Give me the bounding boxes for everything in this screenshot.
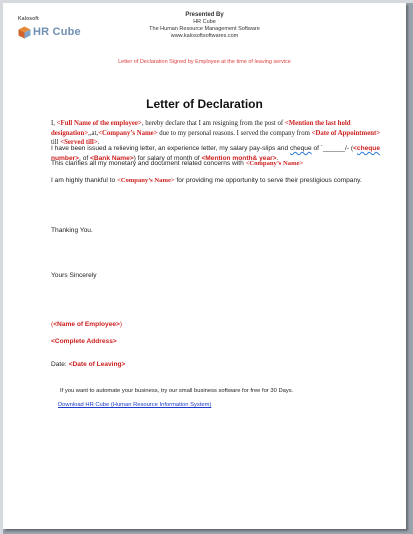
document-title: Letter of Declaration [146, 97, 263, 111]
placeholder-appointment-date: <Date of Appointment> [311, 129, 381, 137]
text: , hereby declare that I am resigning from the post of [141, 120, 285, 127]
placeholder-company-name: <Company’s Name> [116, 177, 175, 184]
closing-yours-sincerely: Yours Sincerely [51, 272, 97, 279]
thanking-you: Thanking You. [51, 227, 93, 234]
placeholder-company-name: <Company’s Name> [98, 129, 158, 137]
placeholder-date-of-leaving: <Date of Leaving> [68, 361, 126, 368]
placeholder-complete-address: <Complete Address> [51, 338, 117, 345]
placeholder-designation: <Mention the last hold designation> [51, 120, 351, 137]
logo-small-text: Kalosoft [18, 16, 39, 22]
document-subtitle: Letter of Declaration Signed by Employee at the time of leaving service [118, 59, 291, 65]
header-url: www.kalosoftsoftwares.com [170, 33, 239, 39]
placeholder-company-name: <Company’s Name> [245, 160, 304, 167]
text: ( [51, 321, 54, 328]
placeholder-employee-name: <Name of Employee> [53, 321, 120, 328]
spellcheck-word: cheque [289, 145, 312, 152]
text: of `______/- ( [311, 145, 354, 152]
logo-brand-text: HR Cube [33, 26, 81, 38]
placeholder-served-till: <Served till> [60, 139, 98, 146]
signature-date [51, 361, 125, 368]
text: This clarifies all my monetary and document related concerns with [51, 160, 246, 167]
placeholder-bank-name: <Bank Name> [90, 154, 134, 162]
text: ) [119, 321, 123, 328]
signature-address [51, 338, 117, 345]
document-page [3, 3, 406, 529]
download-hr-cube-link[interactable]: Download HR Cube (Human Resource Information System) [58, 402, 212, 408]
placeholder-employee-name: <Full Name of the employee> [56, 120, 142, 127]
text: ) for salary of month of [133, 154, 202, 162]
text: I, [51, 120, 57, 127]
placeholder-cheque-open: < [353, 145, 357, 152]
text: , of [79, 154, 91, 162]
header-tagline: The Human Resource Management Software [149, 26, 260, 32]
placeholder-month-year: <Mention month& year> [201, 154, 277, 162]
header-presented: Presented By [185, 12, 224, 18]
text: ,,at, [88, 129, 99, 137]
text: I am highly thankful to [51, 177, 117, 184]
header-by: HR Cube [193, 19, 216, 25]
signature-name [51, 321, 122, 328]
text: till [51, 139, 61, 146]
spellcheck-word: cheque [356, 145, 380, 152]
placeholder-cheque-number: number> [51, 154, 80, 162]
text: due to my personal reasons. I served the company from [157, 129, 312, 137]
text: . [276, 154, 279, 162]
date-label: Date: [51, 361, 69, 368]
text: for providing me opportunity to serve their prestigious company. [174, 177, 362, 184]
paragraph-thanks [51, 176, 381, 186]
promo-text: If you want to automate your business, try our small business software for free for 30 Days. [60, 388, 294, 394]
text: I have been issued a relieving letter, an experience letter, my salary pay-slips and [51, 145, 290, 152]
text: . [97, 139, 100, 146]
paragraph-clarification [51, 159, 381, 169]
